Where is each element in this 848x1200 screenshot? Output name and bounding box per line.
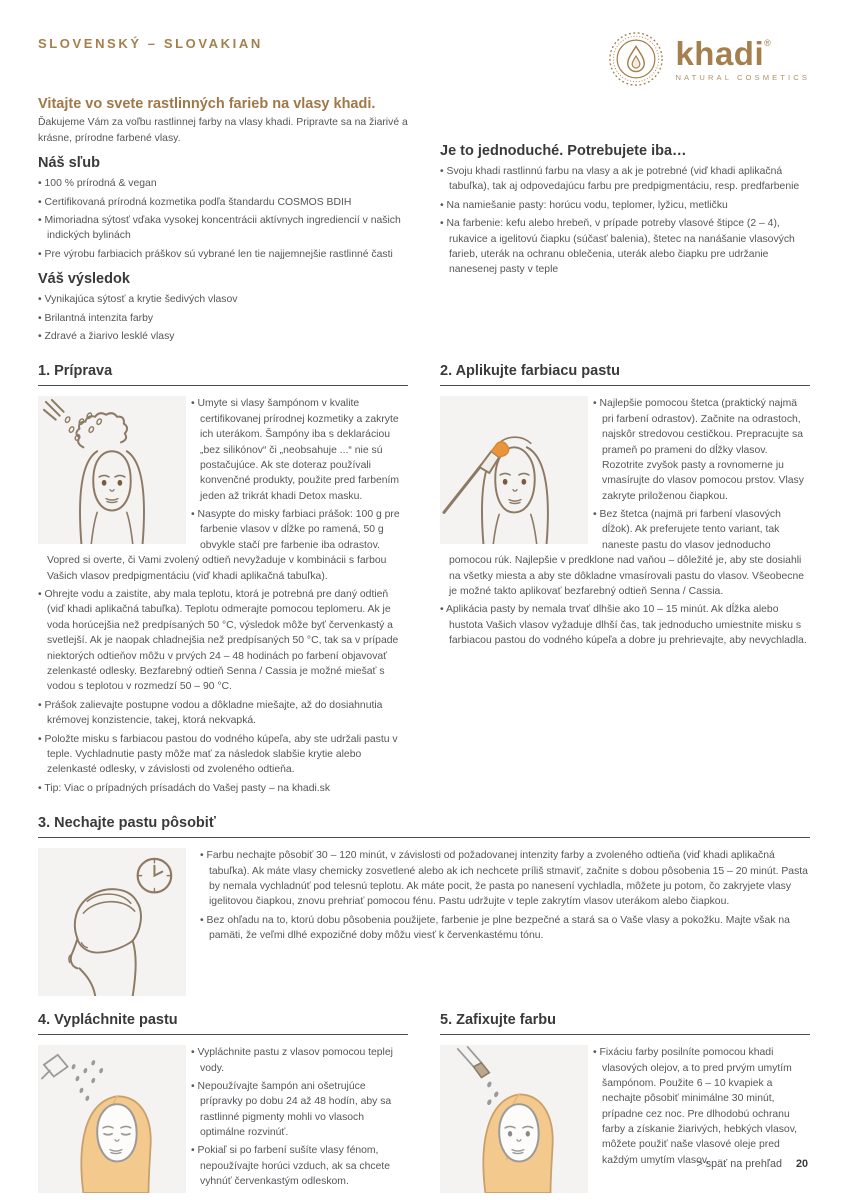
step-bullet: • Bez ohľadu na to, ktorú dobu pôsobenia použijete, farbenie je plne bezpečné a stará sa o Vaše vlasy a pokožku. Majte však na pamäti, že veľmi dlhé expozičné doby môžu viesť k červenkastému tónu. [200,913,810,944]
back-to-overview-link[interactable]: > späť na prehľad [696,1158,782,1170]
sections-row-1 [38,363,810,799]
section-5-title: 5. Zafixujte farbu [440,1012,810,1035]
step-bullet: • Bez štetca (najmä pri farbení vlasových dĺžok). Ak preferujete tento variant, tak naneste pastu do vlasov jednoducho pomocou rúk. Najlepšie v predklone nad vaňou – dôležité je, aby ste dosiahli na všetky miesta a aby ste dôkladne vmasírovali pastu do vlasov. Všeobecne je možné takto aplikovať bezfarebný odtieň Senna / Cassia. [440,507,810,599]
sections-row-2 [38,1012,810,1200]
promise-item: • Mimoriadna sýtosť vďaka vysokej koncentrácii aktívnych ingrediencií v našich indických bylinách [38,213,408,244]
section-1-title: 1. Príprava [38,363,408,386]
result-item: • Brilantná intenzita farby [38,311,408,326]
brand-name: khadi [675,34,765,72]
section-4-vyplachnite [38,1012,408,1200]
step-bullet: • Prášok zalievajte postupne vodou a dôkladne miešajte, až do dosiahnutia krémovej konzistencie, takej, ktorá nekvapká. [38,698,408,729]
promise-heading: Náš sľub [38,155,100,172]
step-bullet: • Aplikácia pasty by nemala trvať dlhšie ako 10 – 15 minút. Ak dĺžka alebo hustota Vašich vlasov vyžaduje dlhší čas, tak jednoducho umiestnite misku s farbiacou pastou do vodného kúpeľa a dobre ju prehrievajte, aby nevychladla. [440,602,810,648]
promise-item: • Pre výrobu farbiacich práškov sú vybrané len tie najjemnejšie rastlinné časti [38,247,408,262]
section-3-text [200,848,810,996]
khadi-logo [607,30,810,88]
page-header [38,32,810,90]
result-item: • Vynikajúca sýtosť a krytie šedivých vlasov [38,292,408,307]
step-bullet: • Farbu nechajte pôsobiť 30 – 120 minút, v závislosti od požadovanej intenzity farby a zvoleného odtieňa (viď khadi aplikačná tabuľka). Ak máte vlasy chemicky zosvetlené alebo ak ich nechcete príliš stmaviť, začnite s dobou pôsobenia 15 – 20 minút. Pasta by nemala vychladnúť pod telesnú teplotu. Ak máte pocit, že pasta po nanesení vychladla, môžete ju potom, čo zakryjete vlasy igelitovou čiapkou, znovu prehriať pomocou fénu. Pastu udržujte v teple zakrytím vlasov uterákom alebo čiapkou. [200,848,810,910]
step-bullet: • Ohrejte vodu a zaistite, aby mala teplotu, ktorá je potrebná pre daný odtieň (viď khadi aplikačná tabuľka). Teplotu odmerajte pomocou teplomeru. Ak je voda horúcejšia než predpísaných 50 °C, výsledok môže byť červenkastý a svetlejší. Ak je naopak chladnejšia než predpísaných 50 °C, tak sa v prípade niektorých odtieňov môžu v prvých 24 – 48 hodinách po farbení objavovať zelenkasté odlesky. Bezfarebný odtieň Senna / Cassia je možné miešať s vodou s teplotou v rozmedzí 50 – 90 °C. [38,587,408,695]
hair-oil-illustration-icon [440,1045,588,1193]
promise-item: • 100 % prírodná & vegan [38,176,408,191]
section-2-aplikujte [440,363,810,799]
result-heading: Váš výsledok [38,271,130,288]
intro-block [38,96,810,347]
section-1-priprava [38,363,408,799]
needs-heading: Je to jednoduché. Potrebujete iba… [440,143,687,159]
step-bullet: • Fixáciu farby posilníte pomocou khadi vlasových olejov, a to pred prvým umytím šampónom. Použite 6 – 10 kvapiek a nechajte pôsobiť minimálne 30 minút, prípadne cez noc. Pre dlhodobú ochranu farby a získanie žiarivých, hebkých vlasov, môžete použiť naše vlasové oleje pred každým umytím vlasov. [440,1045,810,1168]
logo-wordmark [675,34,810,82]
registered-mark: ® [764,37,771,48]
towel-clock-illustration-icon [38,848,186,996]
section-3-posobit [38,815,810,996]
step-bullet: • Položte misku s farbiacou pastou do vodného kúpeľa, aby ste udržali pastu v teple. Vychladnutie pasty môže mať za následok slabšie krytie alebo zelenkasté odlesky, v závislosti od zvoleného odtieňa. [38,732,408,778]
step-bullet: • Nasypte do misky farbiaci prášok: 100 g pre farbenie vlasov v dĺžke po ramená, 50 g obvykle stačí pre farbenie iba odrastov. Vopred si overte, či Vami zvolený odtieň nevyžaduje v kombinácii s farbou Vašich vlasov predpigmentáciu (viď khadi aplikačná tabuľka). [38,507,408,584]
page-number: 20 [795,1158,808,1170]
khadi-mandala-icon [607,30,665,88]
step-bullet: • Najlepšie pomocou štetca (praktický najmä pri farbení odrastov). Začnite na odrastoch, najskôr stredovou cestičkou. Prepracujte sa prameň po prameni do dĺžky vlasov. Rozotrite zvyšok pasty a rovnomerne ju vmasírujte do vlasov pomocou prstov. Vlasy zakryte priloženou čiapkou. [440,396,810,504]
needs-item: • Na namiešanie pasty: horúcu vodu, teplomer, lyžicu, metličku [440,198,810,213]
page-footer [696,1158,808,1170]
brand-tagline: NATURAL COSMETICS [675,72,810,82]
rinse-hair-illustration-icon [38,1045,186,1193]
welcome-title: Vitajte vo svete rastlinných farieb na vlasy khadi. [38,96,376,112]
apply-paste-illustration-icon [440,396,588,544]
section-4-title: 4. Vypláchnite pastu [38,1012,408,1035]
step-bullet: • Tip: Viac o prípadných prísadách do Vašej pasty – na khadi.sk [38,781,408,796]
intro-right-column [440,96,810,347]
step-bullet: • Pokiaľ si po farbení sušíte vlasy fénom, nepoužívajte horúci vzduch, ak sa chcete vyhnúť červenkastým odleskom. [38,1143,408,1189]
step-bullet: • Vypláchnite pastu z vlasov pomocou teplej vody. [38,1045,408,1076]
intro-left-column [38,96,408,347]
needs-item: • Svoju khadi rastlinnú farbu na vlasy a ak je potrebné (viď khadi aplikačná tabuľka), tak aj odpovedajúcu farbu pre predpigmentáciu, resp. predfarbenie [440,164,810,195]
promise-item: • Certifikovaná prírodná kozmetika podľa štandardu COSMOS BDIH [38,195,408,210]
wash-hair-illustration-icon [38,396,186,544]
step-bullet: • Nepoužívajte šampón ani ošetrujúce prípravky po dobu 24 až 48 hodín, aby sa rastlinné pigmenty mohli vo vlasoch optimálne rozvinúť. [38,1079,408,1141]
language-label: SLOVENSKÝ – SLOVAKIAN [38,36,263,51]
section-5-zafixujte [440,1012,810,1200]
needs-item: • Na farbenie: kefu alebo hrebeň, v prípade potreby vlasové štipce (2 – 4), rukavice a igelitovú čiapku (súčasť balenia), štetec na nanášanie vlasových farieb, uterák na ochranu oblečenia, uterák alebo čiapku pre udržanie nanesenej pasty v teple [440,216,810,278]
step-bullet: • Umyte si vlasy šampónom v kvalite certifikovanej prírodnej kozmetiky a zakryte ich uterákom. Šampóny iba s deklaráciou „bez silikónov“ či „neobsahuje ...“ nie sú postačujúce. Ak ste doteraz používali konvenčné produkty, použite pred farbením jeden až trikrát khadi Detox masku. [38,396,408,504]
section-2-title: 2. Aplikujte farbiacu pastu [440,363,810,386]
welcome-text: Ďakujeme Vám za voľbu rastlinnej farby na vlasy khadi. Pripravte sa na žiarivé a krásne, prírodne farbené vlasy. [38,117,408,144]
result-item: • Zdravé a žiarivo lesklé vlasy [38,329,408,344]
section-3-title: 3. Nechajte pastu pôsobiť [38,815,810,838]
